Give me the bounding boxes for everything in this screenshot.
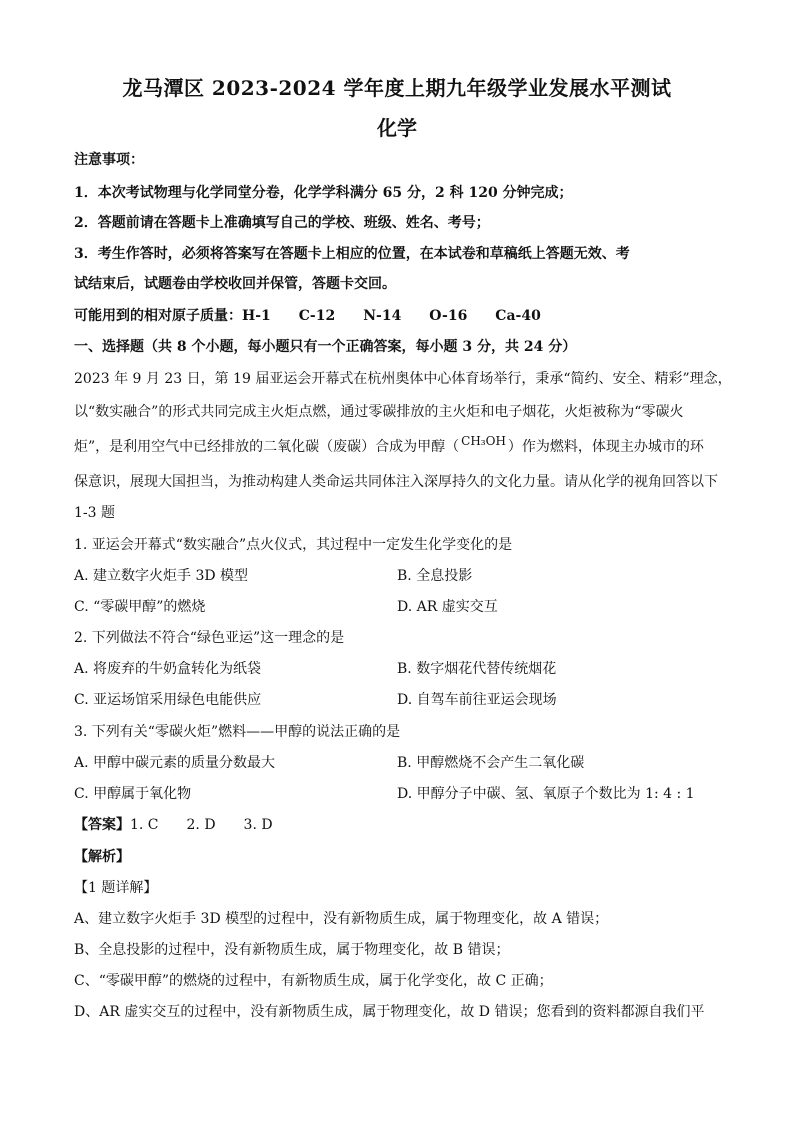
q2-option-c: C. 亚运场馆采用绿色电能供应 [74, 692, 262, 708]
question-1-stem: 1. 亚运会开幕式“数实融合”点火仪式，其过程中一定发生化学变化的是 [74, 537, 513, 553]
q2-option-d: D. 自驾车前往亚运会现场 [397, 692, 557, 708]
q1-option-c: C. “零碳甲醇”的燃烧 [74, 599, 206, 615]
passage-line-2: 以“数实融合”的形式共同完成主火炬点燃，通过零碳排放的主火炬和电子烟花，火炬被称为“零碳火 [74, 404, 684, 420]
analysis-line-d: D、AR 虚实交互的过程中，没有新物质生成，属于物理变化，故 D 错误；您看到的资料都源自我们平 [74, 1004, 705, 1020]
q2-option-a: A. 将废弃的牛奶盒转化为纸袋 [74, 661, 262, 677]
notice-heading: 注意事项： [74, 152, 144, 168]
passage-line-3-a: 炬”，是利用空气中已经排放的二氧化碳（废碳）合成为甲醇（ [74, 439, 460, 455]
subject-title: 化学 [377, 116, 417, 140]
passage-line-4: 保意识，展现大国担当，为推动构建人类命运共同体注入深厚持久的文化力量。请从化学的视角回答以下 [74, 474, 718, 490]
atomic-mass-line: 可能用到的相对原子质量：H-1 C-12 N-14 O-16 Ca-40 [74, 308, 541, 324]
analysis-tag: 【解析】 [74, 849, 130, 865]
passage-line-3-b: ）作为燃料，体现主办城市的环 [507, 439, 704, 455]
detail-heading: 【1 题详解】 [74, 880, 158, 896]
q1-option-d: D. AR 虚实交互 [397, 599, 498, 615]
answer-line [74, 815, 273, 835]
q3-option-b: B. 甲醇燃烧不会产生二氧化碳 [397, 755, 585, 771]
answer-tag: 【答案】 [74, 817, 130, 833]
analysis-line-a: A、建立数字火炬手 3D 模型的过程中，没有新物质生成，属于物理变化，故 A 错误； [74, 911, 609, 927]
question-2-stem: 2. 下列做法不符合“绿色亚运”这一理念的是 [74, 630, 345, 646]
analysis-line-b: B、全息投影的过程中，没有新物质生成，属于物理变化，故 B 错误； [74, 942, 510, 958]
methanol-formula: CH₃OH [461, 434, 506, 448]
notice-item-3-cont: 试结束后，试题卷由学校收回并保管，答题卡交回。 [74, 276, 396, 292]
notice-item-3: 3．考生作答时，必须将答案写在答题卡上相应的位置，在本试卷和草稿纸上答题无效、考 [74, 246, 630, 262]
analysis-line-c: C、“零碳甲醇”的燃烧的过程中，有新物质生成，属于化学变化，故 C 正确； [74, 973, 553, 989]
q3-option-d: D. 甲醇分子中碳、氢、氧原子个数比为 1: 4 : 1 [397, 786, 695, 802]
notice-item-1: 1．本次考试物理与化学同堂分卷，化学学科满分 65 分，2 科 120 分钟完成； [74, 185, 573, 201]
notice-item-2: 2．答题前请在答题卡上准确填写自己的学校、班级、姓名、考号； [74, 215, 490, 231]
q1-option-b: B. 全息投影 [397, 568, 473, 584]
question-3-stem: 3. 下列有关“零碳火炬”燃料——甲醇的说法正确的是 [74, 724, 401, 740]
q1-option-a: A. 建立数字火炬手 3D 模型 [74, 568, 249, 584]
answer-text: 1. C 2. D 3. D [130, 817, 273, 833]
q3-option-a: A. 甲醇中碳元素的质量分数最大 [74, 755, 276, 771]
passage-line-3 [74, 434, 704, 457]
passage-line-5: 1-3 题 [74, 505, 115, 521]
section-heading: 一、选择题（共 8 个小题，每小题只有一个正确答案，每小题 3 分，共 24 分） [74, 339, 577, 355]
passage-line-1: 2023 年 9 月 23 日，第 19 届亚运会开幕式在杭州奥体中心体育场举行，秉承“简约、安全、精彩”理念， [74, 371, 732, 387]
q3-option-c: C. 甲醇属于氧化物 [74, 786, 192, 802]
q2-option-b: B. 数字烟花代替传统烟花 [397, 661, 557, 677]
page-title: 龙马潭区 2023-2024 学年度上期九年级学业发展水平测试 [122, 76, 672, 100]
